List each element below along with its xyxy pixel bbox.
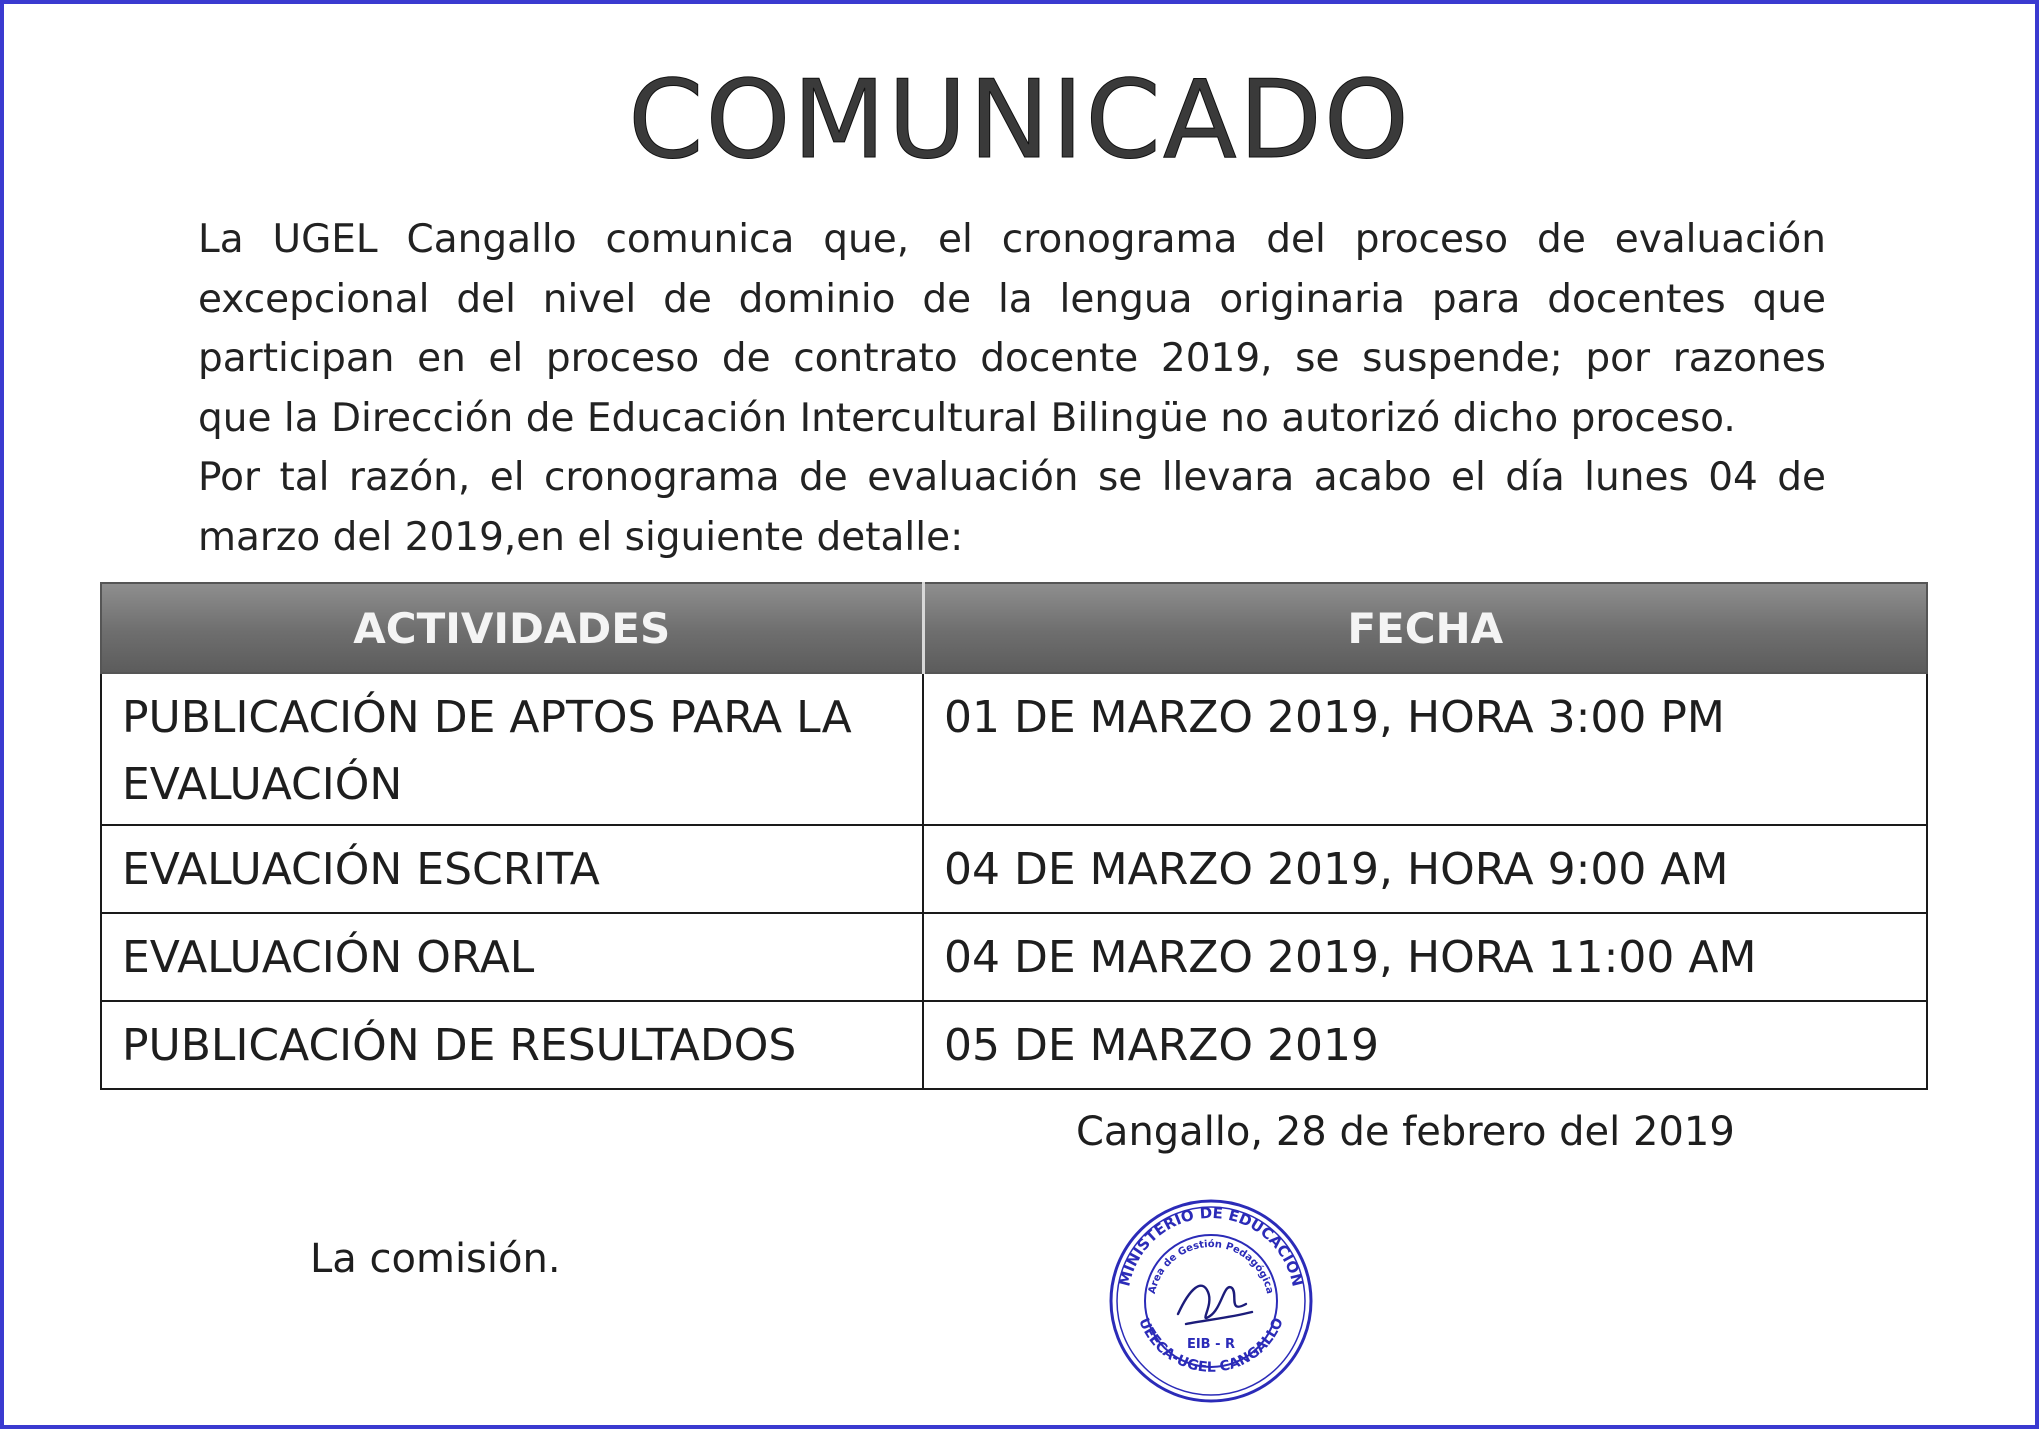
table-row [101, 673, 1927, 825]
date-cell: 04 DE MARZO 2019, HORA 9:00 AM [923, 825, 1927, 913]
header-date: FECHA [923, 583, 1927, 673]
body-line: participan en el proceso de contrato docente 2019, se suspende; por razones [198, 336, 1826, 381]
activity-cell: EVALUACIÓN ORAL [101, 913, 923, 1001]
header-activities: ACTIVIDADES [101, 583, 923, 673]
document-title: COMUNICADO [628, 58, 1411, 183]
signature-line: La comisión. [310, 1236, 561, 1282]
body-line: marzo del 2019,en el siguiente detalle: [198, 514, 964, 560]
seal-center-text: EIB - R [1186, 1337, 1236, 1352]
body-line: Por tal razón, el cronograma de evaluación se llevara acabo el día lunes 04 de [198, 455, 1826, 500]
body-line: excepcional del nivel de dominio de la lengua originaria para docentes que [198, 276, 1826, 322]
seal-inner-text: Area de Gestión Pedagógica [1146, 1238, 1276, 1296]
seal-bottom-text: UEECA-UGEL CANGALLO [1135, 1315, 1287, 1376]
body-line: La UGEL Cangallo comunica que, el cronograma del proceso de evaluación [198, 217, 1826, 262]
seal-outer-text: MINISTERIO DE EDUCACION [1115, 1203, 1307, 1289]
table-header-row [101, 583, 1927, 673]
date-cell: 05 DE MARZO 2019 [923, 1001, 1927, 1089]
announcement-body [198, 210, 1826, 567]
activity-cell [101, 673, 923, 825]
table-row [101, 913, 1927, 1001]
signature-scribble [1178, 1286, 1252, 1324]
table-row [101, 825, 1927, 913]
table-row [101, 1001, 1927, 1089]
activity-text: EVALUACIÓN [122, 759, 403, 810]
schedule-table [100, 582, 1928, 1090]
official-seal-icon [1106, 1196, 1316, 1406]
date-cell: 04 DE MARZO 2019, HORA 11:00 AM [923, 913, 1927, 1001]
activity-cell: PUBLICACIÓN DE RESULTADOS [101, 1001, 923, 1089]
date-cell: 01 DE MARZO 2019, HORA 3:00 PM [923, 673, 1927, 825]
activity-text: PUBLICACIÓN DE APTOS PARA LA [122, 692, 852, 743]
activity-cell: EVALUACIÓN ESCRITA [101, 825, 923, 913]
body-line: que la Dirección de Educación Intercultural Bilingüe no autorizó dicho proceso. [198, 395, 1736, 441]
place-date: Cangallo, 28 de febrero del 2019 [1076, 1109, 1735, 1155]
